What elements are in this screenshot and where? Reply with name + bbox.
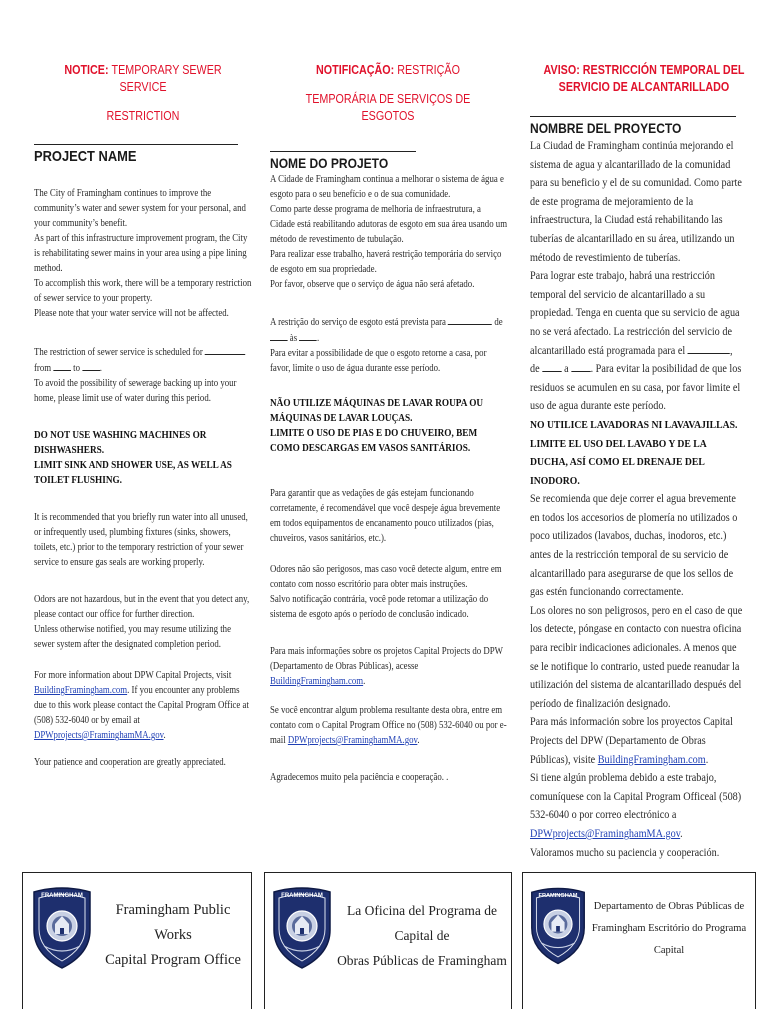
footer-portuguese-line-1: La Oficina del Programa de Capital de <box>347 903 497 943</box>
es-schedule-from-blank[interactable] <box>542 361 561 372</box>
portuguese-notice-title: RESTRIÇÃO <box>397 63 460 77</box>
svg-text:FRAMINGHAM: FRAMINGHAM <box>281 893 323 899</box>
portuguese-unless-text: Salvo notificação contrária, você pode retomar a utilização do sistema de esgoto após o período de conclusão indicado. <box>270 594 489 620</box>
portuguese-body <box>270 172 508 785</box>
portuguese-paragraph-4: Por favor, observe que o serviço de água não será afetado. <box>270 279 475 290</box>
english-thanks: Your patience and cooperation are greatly appreciated. <box>34 757 226 768</box>
portuguese-recommend-text: Para garantir que as vedações de gás estejam funcionando corretamente, é recomendável que você despeje água brevemente em todos equipamentos de encanamento pouco utilizados (pias, chuveiros, vasos sanitários, etc.). <box>270 488 501 544</box>
footer-spanish-text <box>584 896 754 962</box>
portuguese-paragraph-3: Para realizar esse trabalho, haverá restrição temporária do serviço de esgoto em sua propriedade. <box>270 249 502 275</box>
portuguese-thanks: Agradecemos muito pela paciência e cooperação. . <box>270 772 449 783</box>
schedule-from-blank[interactable] <box>53 360 71 371</box>
es-schedule-to-blank[interactable] <box>571 361 590 372</box>
portuguese-avoid-text: Para evitar a possibilidade de que o esgoto retorne a casa, por favor, limite o uso de água durante esse período. <box>270 348 487 374</box>
english-notice-title-2: RESTRICTION <box>106 108 180 123</box>
spanish-paragraph-6: Si tiene algún problema debido a este trabajo, comuníquese con la Capital Program Officeal (508) 532-6040 o por correo electrónico a DPWprojects@FraminghamMA.gov. <box>530 771 742 840</box>
english-warning-2: LIMIT SINK AND SHOWER USE, AS WELL AS TOILET FLUSHING. <box>34 460 232 486</box>
footer-portuguese-line-2: Obras Públicas de Framingham <box>337 953 507 968</box>
portuguese-paragraph-1: A Cidade de Framingham continua a melhorar o sistema de água e esgoto para o seu benefício e o de sua comunidade. <box>270 174 504 200</box>
english-paragraph-4: Please note that your water service will not be affected. <box>34 308 229 319</box>
footer-portuguese-text <box>332 898 512 973</box>
english-schedule: The restriction of sewer service is scheduled for from to . <box>34 344 252 376</box>
portuguese-paragraph-2: Como parte desse programa de melhoria de infraestrutura, a Cidade está reabilitando adutoras de esgoto em sua área usando um método de revestimento de tubulação. <box>270 204 508 245</box>
portuguese-notice-heading <box>285 62 491 125</box>
spanish-website-link[interactable]: BuildingFramingham.com <box>597 752 706 766</box>
portuguese-notice-label: NOTIFICAÇÃO: <box>316 63 395 77</box>
portuguese-schedule: A restrição do serviço de esgoto está prevista para de às . <box>270 314 508 346</box>
portuguese-notice-title-2: TEMPORÁRIA DE SERVIÇOS DE ESGOTOS <box>305 91 471 123</box>
pt-schedule-date-blank[interactable] <box>448 314 492 325</box>
english-warning-1: DO NOT USE WASHING MACHINES OR DISHWASHERS. <box>34 430 207 456</box>
spanish-notice-heading: AVISO: RESTRICCIÓN TEMPORAL DEL SERVICIO DE ALCANTARILLADO <box>543 63 745 94</box>
spanish-paragraph-4: Los olores no son peligrosos, pero en el caso de que los detecte, póngase en contacto con nuestra oficina para recibir indicaciones adicionales. A menos que se le notifique lo contrario, usted puede reanudar la utilización del sistema de alcantarillado después del período de finalización designado. <box>530 603 743 710</box>
spanish-email-link[interactable]: DPWprojects@FraminghamMA.gov <box>530 826 681 840</box>
spanish-body <box>530 137 745 862</box>
english-unless-text: Unless otherwise notified, you may resume utilizing the sewer system after the designated completion period. <box>34 624 231 650</box>
english-recommend-text: It is recommended that you briefly run water into all unused, or infrequently used, plumbing fixtures (sinks, showers, toilets, etc.) prior to the temporary restriction of your sewer service to ensure gas seals are working properly. <box>34 512 248 568</box>
schedule-date-blank[interactable] <box>205 344 245 355</box>
english-avoid-text: To avoid the possibility of sewerage backing up into your home, please limit use of water during this period. <box>34 378 237 404</box>
pt-schedule-to-blank[interactable] <box>299 330 317 341</box>
portuguese-warning-2: LIMITE O USO DE PIAS E DO CHUVEIRO, BEM COMO DESCARGAS EM VASOS SANITÁRIOS. <box>270 428 478 454</box>
footer-spanish-line-2: Framingham Escritório do Programa Capital <box>591 923 747 956</box>
spanish-paragraph-3: Se recomienda que deje correr el agua brevemente en todos los accesorios de plomería no utilizados o poco utilizados (lavabos, duchas, inodoros, etc.) antes de la restricción temporal de su servicio de alcantarillado para asegurarse de que los sellos de gas estén funcionando correctamente. <box>530 492 738 599</box>
spanish-paragraph-5: Para más información sobre los proyectos Capital Projects del DPW (Departamento de Obras Públicas), visite BuildingFramingham.com. <box>530 715 733 766</box>
framingham-badge-logo-2 <box>270 884 334 972</box>
spanish-paragraph-1: La Ciudad de Framingham continúa mejorando el sistema de agua y alcantarillado de la comunidad para su beneficio y el de su comunidad. Como parte de este programa de mejoramiento de la infraestructura, la Ciudad está rehabilitando las tuberías de alcantarillado en su área, utilizando un método de revestimiento de tuberías. <box>530 139 742 264</box>
footer-english-text <box>98 898 248 973</box>
portuguese-website-link[interactable]: BuildingFramingham.com <box>270 676 364 687</box>
framingham-badge-logo-1 <box>30 884 94 972</box>
english-odors-text: Odors are not hazardous, but in the event that you detect any, please contact our office for further direction. <box>34 594 250 620</box>
portuguese-project-name: NOME DO PROJETO <box>270 155 389 171</box>
english-info-text: For more information about DPW Capital Projects, visit BuildingFramingham.com. If you encounter any problems due to this work please contact the Capital Program Office at (508) 532-6040 or by email at DPWprojects@FraminghamMA.gov. <box>34 670 249 741</box>
spanish-warning: NO UTILICE LAVADORAS NI LAVAVAJILLAS. LIMITE EL USO DEL LAVABO Y DE LA DUCHA, ASÍ COMO EL DRENAJE DEL INODORO. <box>530 418 738 487</box>
spanish-thanks: Valoramos mucho su paciencia y cooperación. <box>530 845 720 859</box>
footer-english-line-1: Framingham Public Works <box>115 902 231 943</box>
pt-schedule-from-blank[interactable] <box>270 330 288 341</box>
portuguese-contact-text: Se você encontrar algum problema resultante desta obra, entre em contato com o Capital Program Office no (508) 532-6040 ou por e-mail DPWprojects@FraminghamMA.gov. <box>270 705 507 746</box>
english-notice-heading <box>49 62 236 125</box>
english-project-rule <box>34 144 238 145</box>
spanish-project-name: NOMBRE DEL PROYECTO <box>530 120 682 136</box>
english-project-name: PROJECT NAME <box>34 148 137 165</box>
portuguese-info-text: Para mais informações sobre os projetos Capital Projects do DPW (Departamento de Obras Públicas), acesse BuildingFramingham.com. <box>270 646 503 687</box>
schedule-to-blank[interactable] <box>82 360 100 371</box>
es-schedule-date-blank[interactable] <box>688 343 730 354</box>
spanish-project-rule <box>530 116 736 117</box>
svg-text:FRAMINGHAM: FRAMINGHAM <box>41 893 83 899</box>
english-paragraph-2: As part of this infrastructure improvement program, the City is rehabilitating sewer mains in your area using a pipe lining method. <box>34 233 248 274</box>
english-paragraph-1: The City of Framingham continues to improve the community’s water and sewer system for your personal, and your community’s benefit. <box>34 188 246 229</box>
footer-english-line-2: Capital Program Office <box>105 952 241 968</box>
footer-spanish-line-1: Departamento de Obras Públicas de <box>593 901 745 912</box>
svg-text:FRAMINGHAM: FRAMINGHAM <box>538 892 578 899</box>
portuguese-email-link[interactable]: DPWprojects@FraminghamMA.gov <box>287 735 418 746</box>
english-body <box>34 186 252 770</box>
portuguese-project-rule <box>270 151 416 152</box>
english-paragraph-3: To accomplish this work, there will be a temporary restriction of sewer service to your property. <box>34 278 252 304</box>
framingham-badge-logo-3 <box>528 884 588 968</box>
english-notice-label: NOTICE: <box>64 63 109 77</box>
english-notice-title: TEMPORARY SEWER SERVICE <box>111 63 222 94</box>
english-website-link[interactable]: BuildingFramingham.com <box>34 685 128 696</box>
portuguese-odors-text: Odores não são perigosos, mas caso você detecte algum, entre em contato com nosso escritório para obter mais instruções. <box>270 564 502 590</box>
portuguese-warning-1: NÃO UTILIZE MÁQUINAS DE LAVAR ROUPA OU MÁQUINAS DE LAVAR LOUÇAS. <box>270 398 484 424</box>
spanish-paragraph-2: Para lograr este trabajo, habrá una restricción temporal del servicio de alcantarillado a su propiedad. Tenga en cuenta que su servicio de agua no se verá afectado. La restricción del servicio de alcantarillado está programada para el , de a . Para evitar la posibilidad de que los residuos se acumulen en su casa, por favor limite el uso de agua durante este período. <box>530 269 742 413</box>
english-email-link[interactable]: DPWprojects@FraminghamMA.gov <box>34 730 164 741</box>
